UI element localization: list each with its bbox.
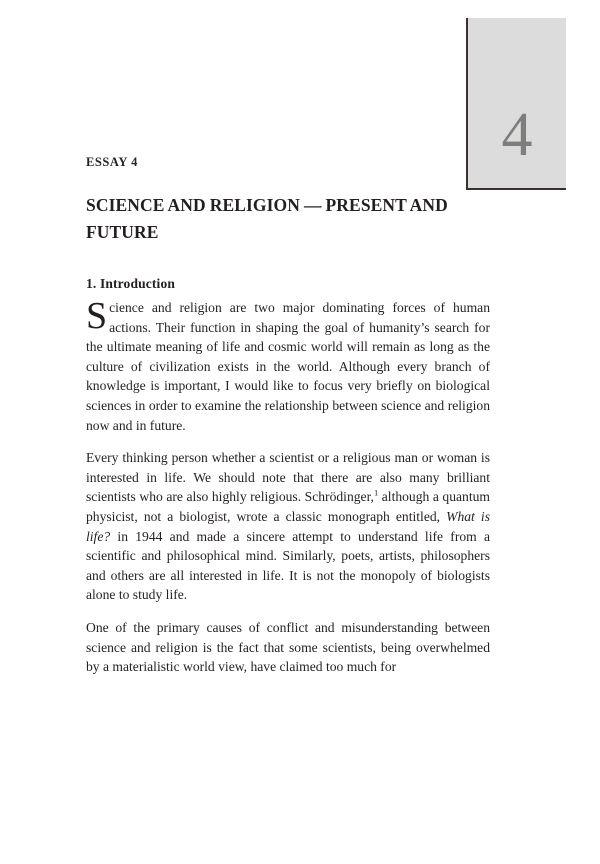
paragraph-1-text: cience and religion are two major dominating forces of human actions. Their function in shaping the goal of humanity’s search for the ultimate meaning of life and cosmic world will remain as long as the culture of civilization exists in the world. Although every branch of knowledge is important, I would like to focus very briefly on biological sciences in order to examine the relationship between science and religion now and in future. <box>86 300 490 433</box>
drop-cap: S <box>86 295 108 337</box>
paragraph-2-segment-1: Every thinking person whether a scientist or a religious man or woman is interested in life. We should note that there are also many brilliant scientists who are also highly religious. Schrödinger, <box>86 450 490 505</box>
section-heading-introduction: 1. Introduction <box>86 276 176 291</box>
text-column <box>86 155 490 677</box>
page-title: SCIENCE AND RELIGION — PRESENT AND FUTURE <box>86 195 448 242</box>
footnote-reference[interactable]: 1 <box>373 487 379 498</box>
book-title-italic: What is life? <box>86 508 490 544</box>
paragraph-3: One of the primary causes of conflict and misunderstanding between science and religion is the fact that some scientists, being overwhelmed by a materialistic world view, have claimed too much for <box>86 619 490 675</box>
paragraph-1 <box>86 295 490 435</box>
paragraph-2-segment-3: in 1944 and made a sincere attempt to understand life from a scientific and philosophical mind. Similarly, poets, artists, philosophers and others are all interested in life. It is not the monopoly of biologists alone to study life. <box>86 528 490 603</box>
paragraph-2 <box>86 448 490 605</box>
paragraph-2-segment-2: although a quantum physicist, not a biologist, wrote a classic monograph entitled, <box>86 489 490 524</box>
chapter-number: 4 <box>501 101 533 169</box>
essay-label: ESSAY 4 <box>86 155 138 169</box>
